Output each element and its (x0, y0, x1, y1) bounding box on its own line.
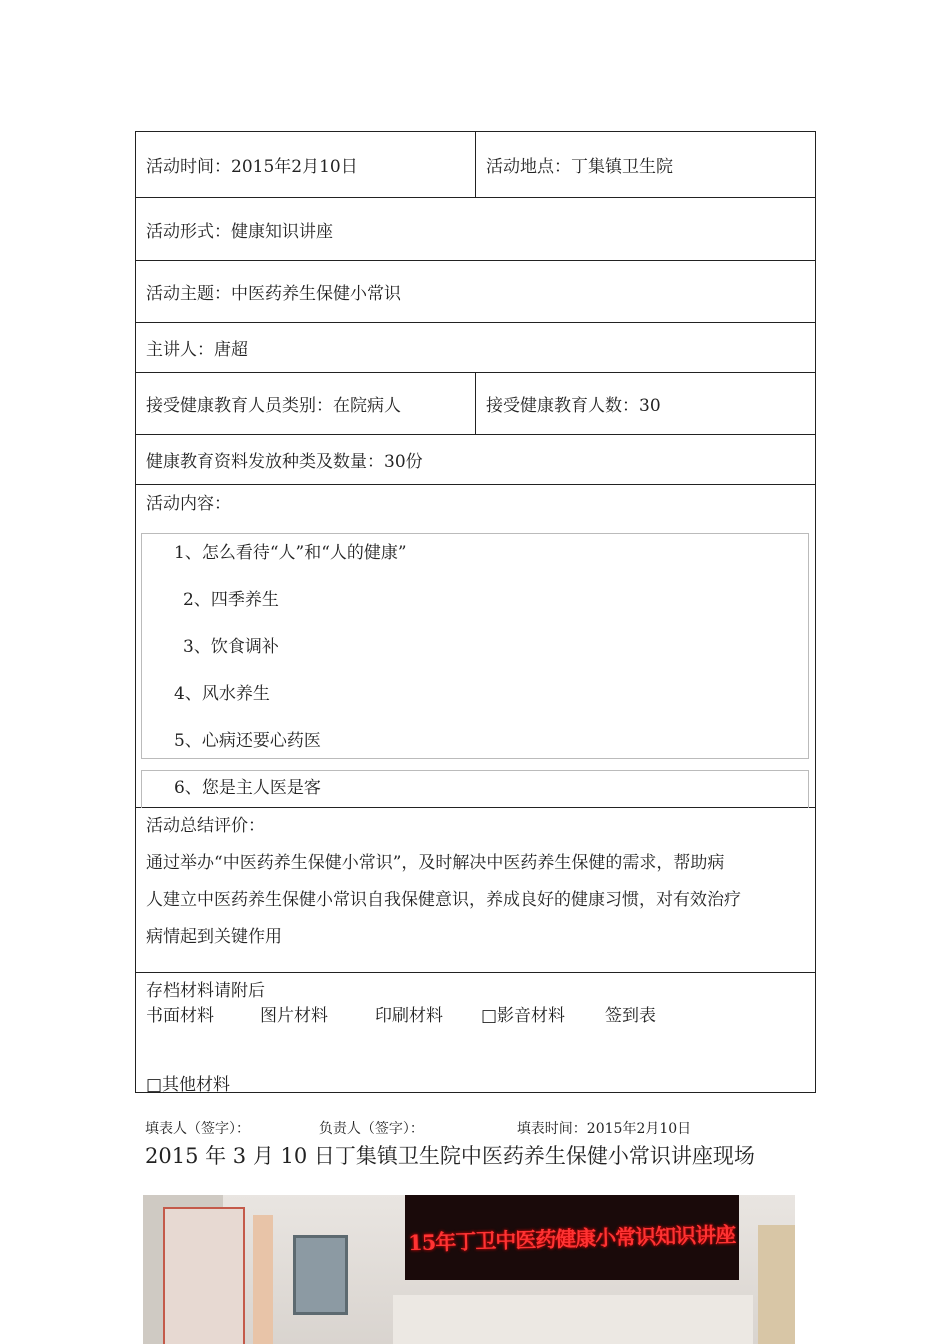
content-item: 5、心病还要心药医 (174, 731, 321, 751)
content-list-box-continued (141, 770, 809, 808)
speaker: 主讲人：唐超 (146, 340, 248, 360)
photo-wall-edge (253, 1215, 273, 1344)
content-label: 活动内容： (146, 494, 231, 514)
signature-line (145, 1118, 691, 1138)
content-item: 6、您是主人医是客 (174, 778, 321, 798)
archive-option-pictures: 图片材料 (260, 1006, 328, 1026)
row-archive (136, 973, 815, 1093)
content-item: 3、饮食调补 (183, 637, 279, 657)
materials-distributed: 健康教育资料发放种类及数量：30份 (146, 452, 423, 472)
summary-line: 病情起到关键作用 (146, 927, 282, 947)
archive-label: 存档材料请附后 (146, 981, 265, 1001)
photo-poster-left (163, 1207, 245, 1344)
content-item: 2、四季养生 (183, 590, 279, 610)
archive-option-printed: 印刷材料 (375, 1006, 443, 1026)
content-item: 1、怎么看待“人”和“人的健康” (174, 543, 407, 563)
row-format (136, 198, 815, 261)
row-time-location (136, 132, 815, 198)
archive-option-written: 书面材料 (146, 1006, 214, 1026)
photo-poster-right (758, 1225, 795, 1344)
activity-theme: 活动主题：中医药养生保健小常识 (146, 284, 401, 304)
photo-window (293, 1235, 348, 1315)
archive-option-audio-video: □影音材料 (481, 1006, 566, 1026)
archive-option-signin-sheet: 签到表 (605, 1006, 656, 1026)
activity-format: 活动形式：健康知识讲座 (146, 221, 333, 242)
summary-line: 通过举办“中医药养生保健小常识”，及时解决中医药养生保健的需求，帮助病 (146, 853, 725, 873)
audience-count: 接受健康教育人数：30 (486, 396, 661, 416)
content-list-box (141, 533, 809, 759)
activity-record-form (135, 131, 816, 1093)
activity-location: 活动地点：丁集镇卫生院 (486, 157, 673, 177)
audience-type: 接受健康教育人员类别：在院病人 (136, 373, 476, 434)
responsible-signature: 负责人（签字）： (318, 1121, 424, 1137)
row-materials (136, 435, 815, 485)
filler-signature: 填表人（签字）： (145, 1121, 250, 1137)
row-audience (136, 373, 815, 435)
photo-stage-wall (393, 1295, 753, 1344)
summary-line: 人建立中医药养生保健小常识自我保健意识，养成良好的健康习惯，对有效治疗 (146, 890, 741, 910)
fill-date: 填表时间：2015年2月10日 (516, 1121, 692, 1137)
row-theme (136, 261, 815, 323)
lecture-photo (143, 1195, 795, 1344)
activity-time: 活动时间：2015年2月10日 (136, 132, 476, 197)
summary-label: 活动总结评价： (146, 816, 265, 836)
photo-caption: 2015 年 3 月 10 日丁集镇卫生院中医药养生保健小常识讲座现场 (145, 1144, 755, 1168)
row-summary (136, 808, 815, 973)
archive-option-other: □其他材料 (146, 1075, 231, 1095)
row-speaker (136, 323, 815, 373)
content-item: 4、风水养生 (174, 684, 270, 704)
row-content (136, 485, 815, 808)
led-banner-text: 15年丁卫中医药健康小常识知识讲座 (408, 1221, 736, 1255)
led-banner (405, 1195, 739, 1280)
